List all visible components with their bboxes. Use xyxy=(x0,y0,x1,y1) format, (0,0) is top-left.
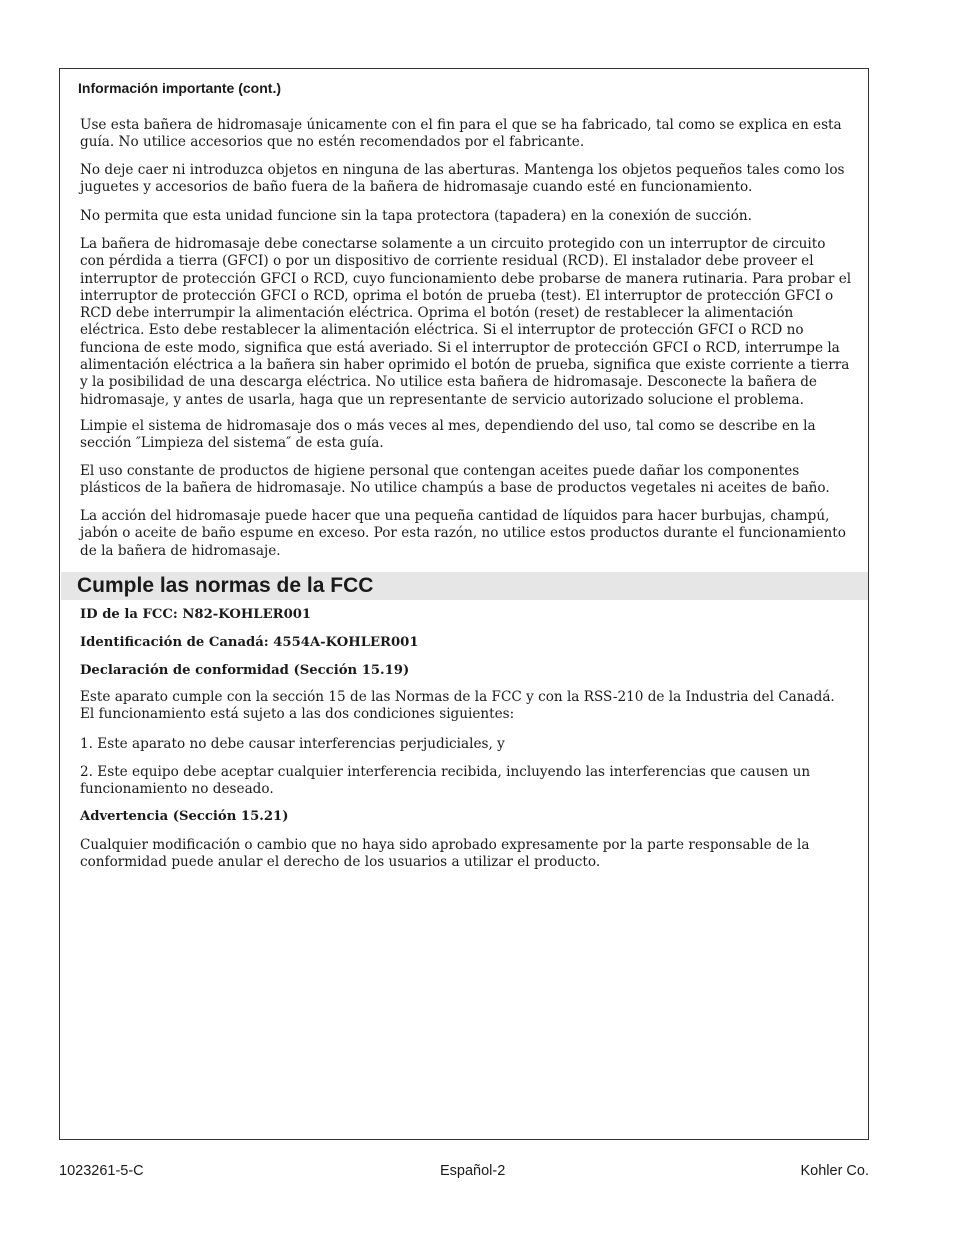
fcc-section-title: Cumple las normas de la FCC xyxy=(77,574,374,597)
footer-doc-number: 1023261-5-C xyxy=(59,1163,144,1179)
footer-company: Kohler Co. xyxy=(800,1163,869,1179)
canada-id-line: Identificación de Canadá: 4554A-KOHLER001 xyxy=(80,635,419,650)
warning-text: Cualquier modificación o cambio que no haya sido aprobado expresamente por la parte responsable de la conformidad puede anular el derecho de los usuarios a utilizar el producto. xyxy=(80,837,810,871)
paragraph-cleaning: Limpie el sistema de hidromasaje dos o más veces al mes, dependiendo del uso, tal como se describe en la sección ″Limpieza del sistema″ de esta guía. xyxy=(80,418,816,452)
content-frame xyxy=(59,68,869,1140)
warning-heading: Advertencia (Sección 15.21) xyxy=(80,809,289,824)
paragraph-suction-cover: No permita que esta unidad funcione sin la tapa protectora (tapadera) en la conexión de succión. xyxy=(80,208,752,224)
paragraph-gfci: La bañera de hidromasaje debe conectarse solamente a un circuito protegido con un interruptor de circuito con pérdida a tierra (GFCI) o por un dispositivo de corriente residual (RCD). El instalador debe proveer el interruptor de protección GFCI o RCD, cuyo funcionamiento debe probarse de manera rutinaria. Para probar el interruptor de protección GFCI o RCD, oprima el botón de prueba (test). El interruptor de protección GFCI o RCD debe interrumpir la alimentación eléctrica. Oprima el botón (reset) de restablecer la alimentación eléctrica. Esto debe restablecer la alimentación eléctrica. Si el interruptor de protección GFCI o RCD no funciona de este modo, significa que está averiado. Si el interruptor de protección GFCI o RCD, interrumpe la alimentación eléctrica a la bañera sin haber oprimido el botón de prueba, significa que existe corriente a tierra y la posibilidad de una descarga eléctrica. No utilice esta bañera de hidromasaje. Desconecte la bañera de hidromasaje, y antes de usarla, haga que un representante de servicio autorizado solucione el problema. xyxy=(80,236,852,408)
fcc-id-line: ID de la FCC: N82-KOHLER001 xyxy=(80,607,312,622)
paragraph-oils: El uso constante de productos de higiene personal que contengan aceites puede dañar los componentes plásticos de la bañera de hidromasaje. No utilice champús a base de productos vegetales ni aceites de baño. xyxy=(80,463,830,497)
condition-1: 1. Este aparato no debe causar interferencias perjudiciales, y xyxy=(80,736,505,752)
paragraph-foam: La acción del hidromasaje puede hacer que una pequeña cantidad de líquidos para hacer burbujas, champú, jabón o aceite de baño espume en exceso. Por esta razón, no utilice estos productos durante el funcionamiento de la bañera de hidromasaje. xyxy=(80,508,846,559)
important-info-heading: Información importante (cont.) xyxy=(78,80,281,96)
declaration-text: Este aparato cumple con la sección 15 de las Normas de la FCC y con la RSS-210 de la Industria del Canadá. El funcionamiento está sujeto a las dos condiciones siguientes: xyxy=(80,689,835,723)
fcc-section-header xyxy=(61,572,868,600)
footer-page-label: Español-2 xyxy=(440,1163,506,1179)
paragraph-openings: No deje caer ni introduzca objetos en ninguna de las aberturas. Mantenga los objetos pequeños tales como los juguetes y accesorios de baño fuera de la bañera de hidromasaje cuando esté en funcionamiento. xyxy=(80,162,845,196)
paragraph-intended-use: Use esta bañera de hidromasaje únicamente con el fin para el que se ha fabricado, tal como se explica en esta guía. No utilice accesorios que no estén recomendados por el fabricante. xyxy=(80,117,842,151)
condition-2: 2. Este equipo debe aceptar cualquier interferencia recibida, incluyendo las interferencias que causen un funcionamiento no deseado. xyxy=(80,764,811,798)
declaration-heading: Declaración de conformidad (Sección 15.19) xyxy=(80,663,410,678)
